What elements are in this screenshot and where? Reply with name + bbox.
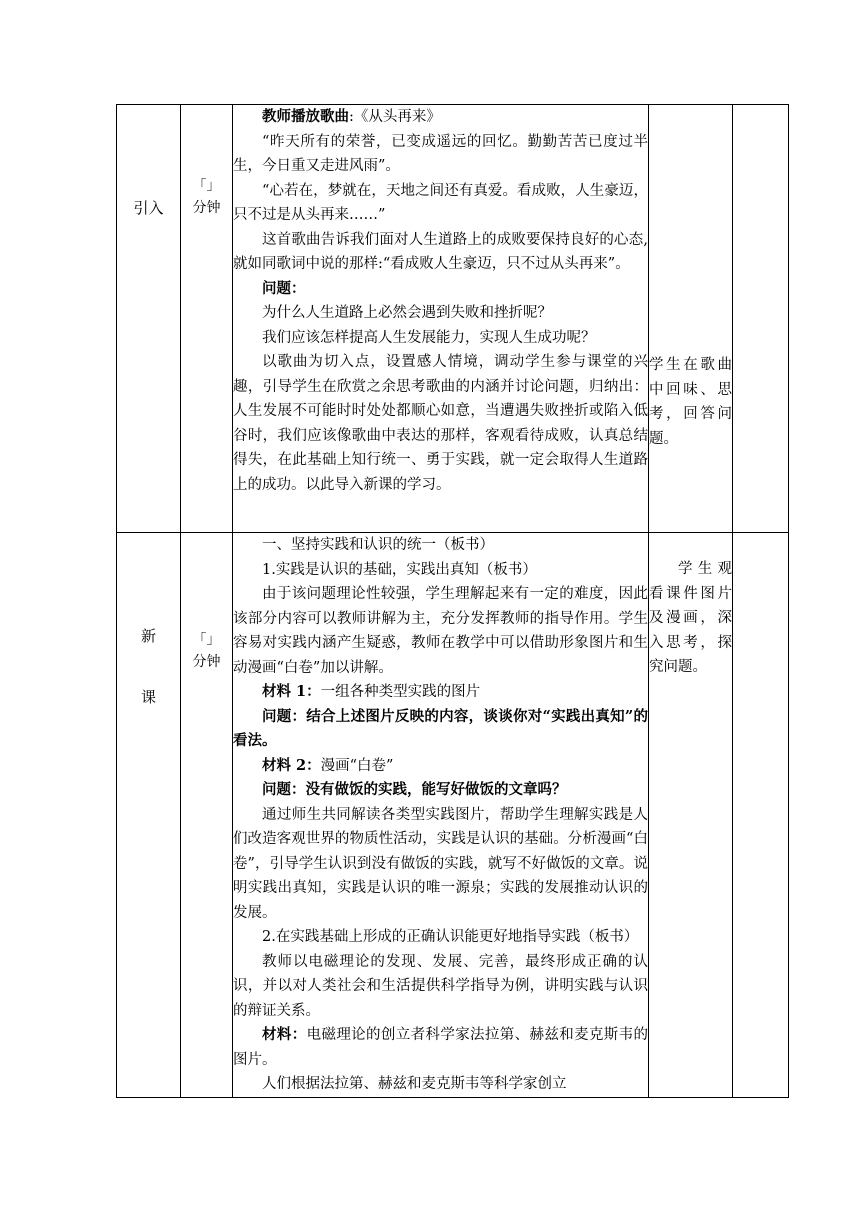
time-cell-intro (181, 105, 233, 533)
student-activity: 学生观看课件图片及漫画，深入思考，探究问题。 (649, 561, 732, 675)
content-paragraph (233, 778, 648, 803)
time-cell-new (181, 533, 233, 1098)
content-paragraph (233, 1023, 648, 1072)
stage-cell-new (117, 533, 181, 1098)
content-paragraph (233, 326, 648, 351)
bold-label: 材料 2： (262, 756, 321, 774)
time-unit: 分钟 (192, 200, 221, 216)
content-paragraph (233, 533, 648, 558)
time-bracket: 「」 (192, 178, 221, 194)
paragraph-text: 这首歌曲告诉我们面对人生道路上的成败要保持良好的心态,就如同歌词中说的那样:“看成败人生豪迈，只不过从头再来”。 (233, 231, 648, 272)
bold-label: 问题： (262, 279, 306, 297)
time-bracket: 「」 (192, 632, 221, 648)
content-cell-intro (233, 105, 649, 533)
paragraph-text: “心若在，梦就在，天地之间还有真爱。看成败，人生豪迈，只不过是从头再来……” (233, 182, 648, 223)
content-cell-new (233, 533, 649, 1098)
content-paragraph (233, 301, 648, 326)
paragraph-text: 漫画“白卷” (320, 757, 394, 774)
content-paragraph (233, 950, 648, 1024)
student-activity: 学生在歌曲中回味、思考，回答问题。 (649, 357, 732, 447)
student-cell-intro (649, 105, 733, 533)
paragraph-text: 一组各种类型实践的图片 (320, 684, 481, 700)
bold-label: 问题：没有做饭的实践，能写好做饭的文章吗？ (262, 781, 567, 798)
content-paragraph (233, 105, 648, 130)
content-paragraph (233, 228, 648, 277)
bold-label: 教师播放歌曲 (262, 108, 349, 125)
paragraph-text: 一、坚持实践和认识的统一（板书） (262, 537, 494, 553)
stage-label-line2: 课 (140, 688, 156, 706)
paragraph-text: 电磁理论的创立者科学家法拉第、赫兹和麦克斯韦的图片。 (233, 1027, 649, 1068)
paragraph-text: 人们根据法拉第、赫兹和麦克斯韦等科学家创立 (262, 1076, 567, 1092)
bold-label: 材料 1： (262, 683, 321, 700)
stage-label: 引入 (133, 199, 164, 217)
content-paragraph (233, 1072, 648, 1097)
content-paragraph (233, 754, 648, 779)
content-paragraph (233, 350, 648, 497)
paragraph-text: 以歌曲为切入点，设置感人情境，调动学生参与课堂的兴趣，引导学生在欣赏之余思考歌曲的内涵并讨论问题，归纳出：人生发展不可能时时处处都顺心如意，当遭遇失败挫折或陷入低谷时，我们应该像歌曲中表达的那样，客观看待成败，认真总结得失，在此基础上知行统一、勇于实践，就一定会取得人生道路上的成功。以此导入新课的学习。 (233, 354, 648, 493)
content-paragraph (233, 705, 648, 754)
stage-label-line1: 新 (140, 627, 156, 645)
content-paragraph (233, 925, 648, 950)
paragraph-text: 2.在实践基础上形成的正确认识能更好地指导实践（板书） (262, 929, 639, 945)
student-cell-new (649, 533, 733, 1098)
lesson-plan-table (116, 104, 789, 1098)
bold-label: 问题：结合上述图片反映的内容，谈谈你对“实践出真知”的看法。 (233, 707, 648, 749)
bold-label: 材料： (262, 1026, 307, 1043)
paragraph-text: 教师以电磁理论的发现、发展、完善，最终形成正确的认识，并以对人类社会和生活提供科学指导为例，讲明实践与认识的辩证关系。 (233, 953, 648, 1019)
content-paragraph (233, 130, 648, 179)
content-paragraph (233, 803, 648, 926)
paragraph-text: 由于该问题理论性较强，学生理解起来有一定的难度，因此该部分内容可以教师讲解为主，充分发挥教师的指导作用。学生容易对实践内涵产生疑惑，教师在教学中可以借助形象图片和生动漫画“白卷”加以讲解。 (233, 586, 648, 676)
paragraph-text: “昨天所有的荣誉，已变成遥远的回忆。勤勤苦苦已度过半生，今日重又走进风雨”。 (233, 133, 648, 174)
paragraph-text: 我们应该怎样提高人生发展能力，实现人生成功呢？ (262, 329, 596, 346)
paragraph-text: :《从头再来》 (349, 109, 441, 125)
content-paragraph (233, 680, 648, 705)
content-paragraph (233, 277, 648, 302)
paragraph-text: 通过师生共同解读各类型实践图片，帮助学生理解实践是人们改造客观世界的物质性活动，实践是认识的基础。分析漫画“白卷”，引导学生认识到没有做饭的实践，就写不好做饭的文章。说明实践出真知，实践是认识的唯一源泉；实践的发展推动认识的发展。 (233, 806, 648, 921)
content-paragraph (233, 582, 648, 680)
time-unit: 分钟 (192, 654, 221, 670)
content-paragraph (233, 558, 648, 583)
table-row-new-lesson (117, 533, 789, 1098)
paragraph-text: 1.实践是认识的基础，实践出真知（板书） (262, 561, 537, 578)
content-paragraph (233, 179, 648, 228)
notes-cell-intro (733, 105, 789, 533)
paragraph-text: 为什么人生道路上必然会遇到失败和挫折呢？ (262, 305, 552, 321)
stage-cell-intro (117, 105, 181, 533)
table-row-intro (117, 105, 789, 533)
notes-cell-new (733, 533, 789, 1098)
